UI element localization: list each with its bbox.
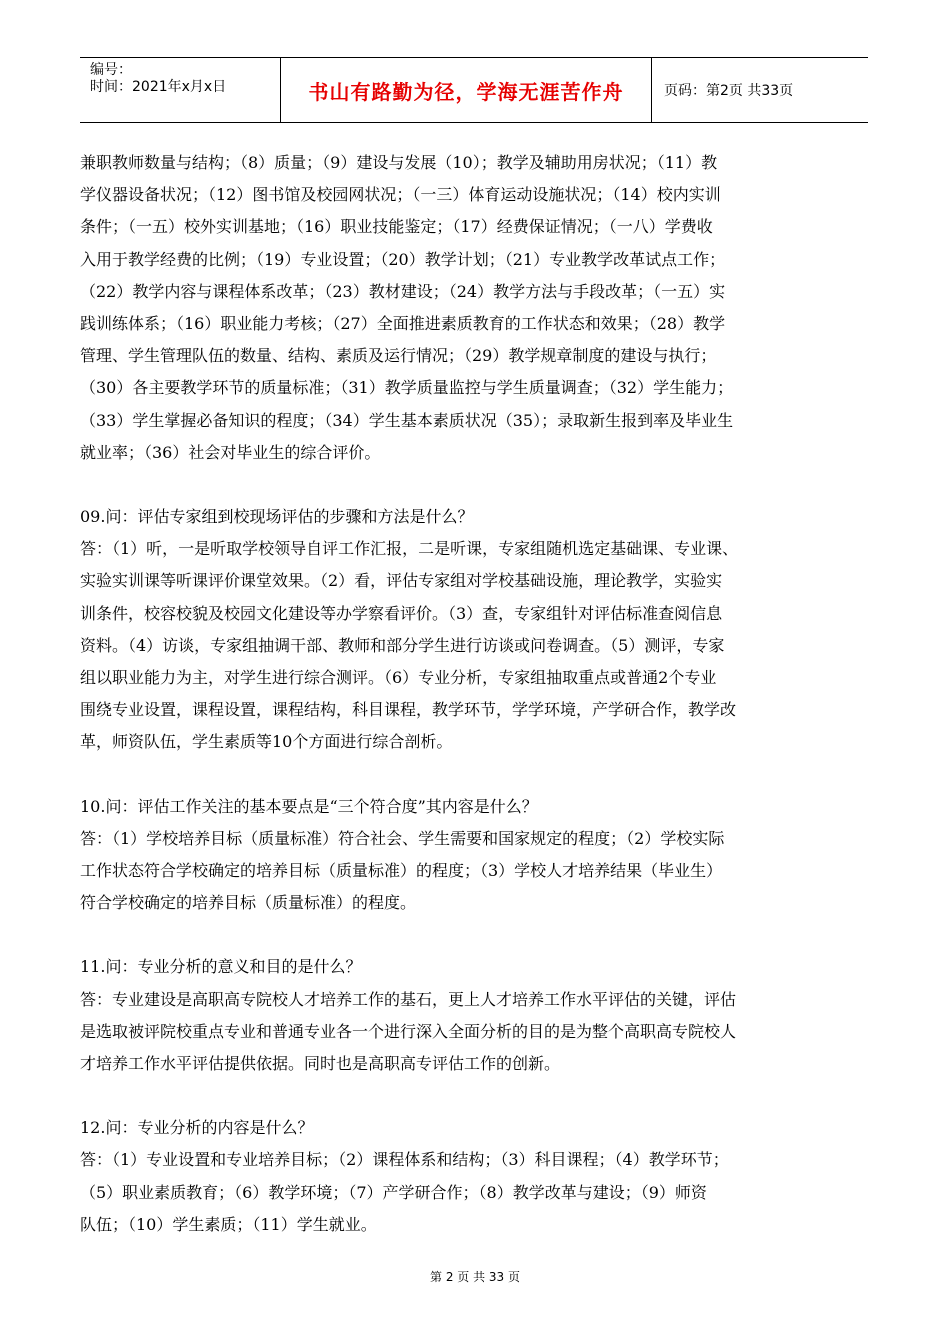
text-line: 才培养工作水平评估提供依据。同时也是高职高专评估工作的创新。 (80, 1054, 561, 1074)
header-motto: 书山有路勤为径，学海无涯苦作舟 (281, 58, 652, 122)
text-line: 兼职教师数量与结构；（8）质量；（9）建设与发展（10）；教学及辅助用房状况；（11）教 (80, 153, 718, 172)
document-header (80, 57, 868, 123)
intro-section (80, 147, 870, 469)
question-11-section (80, 951, 870, 1080)
paragraph-gap (80, 759, 870, 791)
time-label: 时间：2021年x月x日 (90, 79, 227, 95)
text-line: 组以职业能力为主，对学生进行综合测评。（6）专业分析，专家组抽取重点或普通2个专业 (80, 668, 717, 688)
text-line: 实验实训课等听课评价课堂效果。（2）看，评估专家组对学校基础设施，理论教学，实验实 (80, 571, 723, 591)
paragraph-gap (80, 1080, 870, 1112)
question-11-title: 11.问：专业分析的意义和目的是什么？ (80, 957, 362, 977)
text-line: 资料。（4）访谈，专家组抽调干部、教师和部分学生进行访谈或问卷调查。（5）测评，专家 (80, 635, 725, 655)
text-line: 围绕专业设置，课程设置，课程结构，科目课程，教学环节，学学环境，产学研合作，教学改 (80, 700, 737, 720)
question-12-section (80, 1112, 870, 1241)
text-line: 践训练体系；（16）职业能力考核；（27）全面推进素质教育的工作状态和效果；（28）教学 (80, 314, 726, 334)
document-body (80, 147, 870, 1241)
text-line: 是选取被评院校重点专业和普通专业各一个进行深入全面分析的目的是为整个高职高专院校人 (80, 1021, 737, 1041)
text-line: 队伍；（10）学生素质；（11）学生就业。 (80, 1214, 377, 1234)
text-line: 答：（1）学校培养目标（质量标准）符合社会、学生需要和国家规定的程度；（2）学校实际 (80, 828, 725, 848)
question-12-title: 12.问：专业分析的内容是什么？ (80, 1118, 314, 1138)
text-line: （33）学生掌握必备知识的程度；（34）学生基本素质状况（35）；录取新生报到率及毕业生 (80, 410, 734, 430)
question-10-section (80, 791, 870, 920)
text-line: 革，师资队伍，学生素质等10个方面进行综合剖析。 (80, 732, 453, 752)
text-line: 答：专业建设是高职高专院校人才培养工作的基石，更上人才培养工作水平评估的关键，评估 (80, 989, 737, 1009)
text-line: 管理、学生管理队伍的数量、结构、素质及运行情况；（29）教学规章制度的建设与执行； (80, 346, 717, 366)
text-line: 工作状态符合学校确定的培养目标（质量标准）的程度；（3）学校人才培养结果（毕业生） (80, 861, 723, 881)
header-meta (80, 58, 281, 122)
text-line: 就业率；（36）社会对毕业生的综合评价。 (80, 442, 381, 462)
header-page-info: 页码：第2页 共33页 (664, 83, 794, 99)
number-label: 编号： (90, 62, 132, 78)
text-line: （22）教学内容与课程体系改革；（23）教材建设；（24）教学方法与手段改革；（一五）实 (80, 281, 726, 301)
question-09-title: 09.问：评估专家组到校现场评估的步骤和方法是什么？ (80, 507, 474, 527)
text-line: （30）各主要教学环节的质量标准；（31）教学质量监控与学生质量调查；（32）学生能力； (80, 378, 734, 398)
text-line: 答：（1）专业设置和专业培养目标；（2）课程体系和结构；（3）科目课程；（4）教学环节； (80, 1150, 729, 1170)
text-line: 答：（1）听，一是听取学校领导自评工作汇报，二是听课，专家组随机选定基础课、专业课、 (80, 539, 739, 559)
text-line: 训条件，校容校貌及校园文化建设等办学察看评价。（3）查，专家组针对评估标准查阅信息 (80, 603, 723, 623)
text-line: 条件；（一五）校外实训基地；（16）职业技能鉴定；（17）经费保证情况；（一八）学费收 (80, 217, 713, 237)
page-footer: 第 2 页 共 33 页 (430, 1270, 520, 1284)
paragraph-gap (80, 919, 870, 951)
question-09-section (80, 501, 870, 759)
text-line: 学仪器设备状况；（12）图书馆及校园网状况；（一三）体育运动设施状况；（14）校内实训 (80, 185, 721, 205)
text-line: 入用于教学经费的比例；（19）专业设置；（20）教学计划；（21）专业教学改革试点工作； (80, 249, 726, 269)
question-10-title: 10.问：评估工作关注的基本要点是“三个符合度”其内容是什么？ (80, 796, 538, 816)
text-line: （5）职业素质教育；（6）教学环境；（7）产学研合作；（8）教学改革与建设；（9）师资 (80, 1182, 707, 1202)
text-line: 符合学校确定的培养目标（质量标准）的程度。 (80, 893, 417, 913)
paragraph-gap (80, 469, 870, 501)
